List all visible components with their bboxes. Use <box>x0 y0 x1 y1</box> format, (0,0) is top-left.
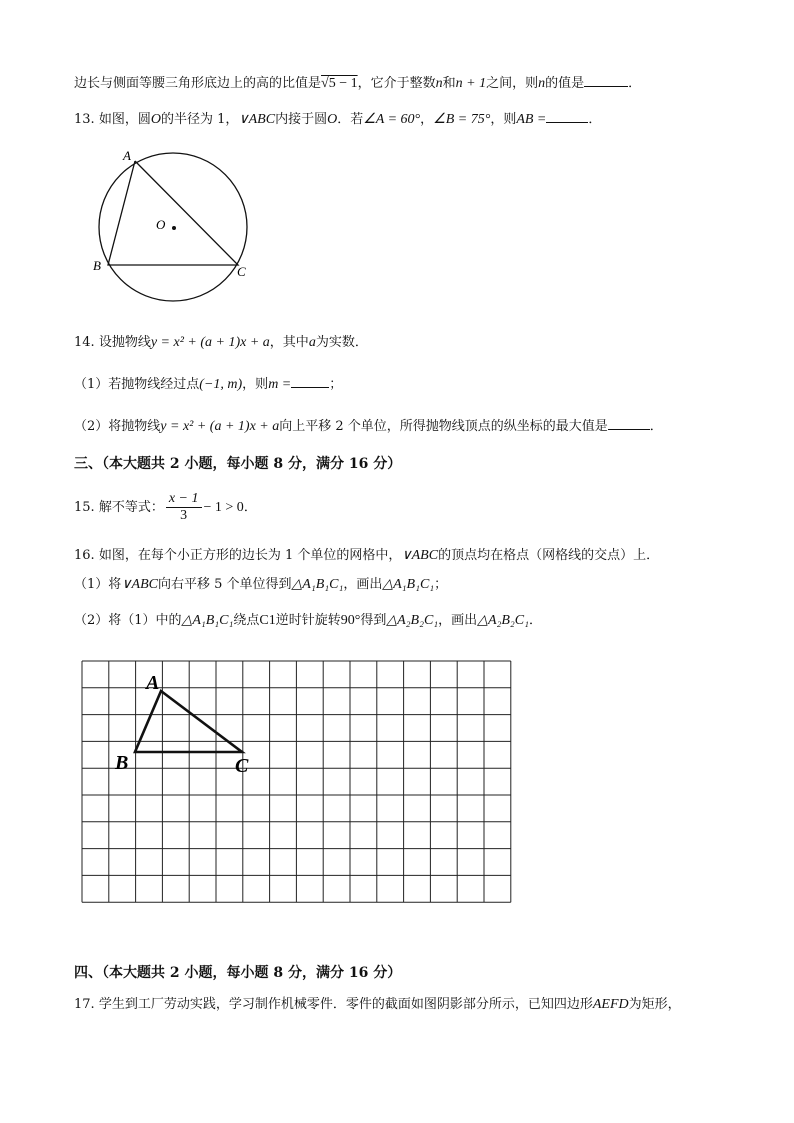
rectangle-AEFD: AEFD <box>592 997 629 1012</box>
text: 设抛物线 <box>98 335 151 350</box>
text: 如图，圆 <box>98 112 151 127</box>
label-C: C <box>235 755 249 777</box>
angle-B: ∠B = 75° <box>433 112 491 127</box>
question-number: 13. <box>74 112 95 127</box>
inequality-rest: − 1 > 0 <box>203 500 244 515</box>
text: ． <box>628 76 642 91</box>
question-15 <box>74 490 257 526</box>
parabola-equation: y = x² + (a + 1)x + a <box>150 335 270 350</box>
point-C1: C1 <box>259 613 276 628</box>
text: ， <box>420 112 434 127</box>
question-13 <box>74 110 601 129</box>
text: 逆时针旋转 <box>275 613 341 628</box>
triangle-A1B1C1: △A₁B₁C₁ <box>181 613 234 628</box>
angle-90: 90° <box>340 613 361 628</box>
question-number: 17. <box>74 997 95 1012</box>
triangle-A2B2C1: △A₂B₂C₁ <box>386 613 439 628</box>
triangle-ABC: ∨ABC <box>401 548 439 563</box>
triangle-A1B1C1: △A₁B₁C₁ <box>382 577 435 592</box>
question-number: 14. <box>74 335 95 350</box>
question-16-part-2 <box>74 612 542 630</box>
text: 的值是 <box>545 76 585 91</box>
text: （2）将抛物线 <box>74 419 161 434</box>
text: ； <box>434 577 448 592</box>
var-n: n <box>435 76 443 91</box>
label-A: A <box>123 148 131 163</box>
text: ，则 <box>490 112 517 127</box>
text: 学生到工厂劳动实践，学习制作机械零件．零件的截面如图阴影部分所示，已知四边形 <box>98 997 593 1012</box>
text: 解不等式： <box>98 500 164 515</box>
label-O: O <box>156 217 166 232</box>
angle-A: ∠A = 60° <box>363 112 421 127</box>
point: (−1, m) <box>199 377 243 392</box>
triangle-A2B2C1: △A₂B₂C₁ <box>477 613 529 628</box>
sqrt-expression: √5 − 1 <box>321 76 358 91</box>
question-16-part-1 <box>74 576 447 594</box>
denominator: 3 <box>180 508 188 523</box>
var-O: O <box>327 112 338 127</box>
text: 为实数． <box>315 335 368 350</box>
answer-blank[interactable] <box>584 74 628 87</box>
section-heading: 四、（本大题共 2 小题，每小题 8 分，满分 16 分） <box>74 965 402 981</box>
text: ． <box>529 613 543 628</box>
grid-lines <box>82 661 511 902</box>
text: 边长与侧面等腰三角形底边上的高的比值是 <box>74 76 322 91</box>
triangle-ABC: ∨ABC <box>238 112 276 127</box>
text: 向上平移 2 个单位，所得抛物线顶点的纵坐标的最大值是 <box>279 419 608 434</box>
text: （2）将（1）中的 <box>74 613 182 628</box>
var-a: a <box>308 335 316 350</box>
text: 的半径为 1， <box>160 112 239 127</box>
fraction <box>166 491 202 524</box>
center-point <box>172 226 176 230</box>
question-16 <box>74 547 659 565</box>
var-O: O <box>150 112 161 127</box>
text: ．若 <box>337 112 364 127</box>
grid-figure <box>78 656 518 946</box>
text: ，其中 <box>269 335 309 350</box>
text: （1）将 <box>74 577 122 592</box>
text: 之间，则 <box>486 76 539 91</box>
var-n-plus-1: n + 1 <box>455 76 487 91</box>
var-m: m = <box>268 377 292 392</box>
text: 的顶点均在格点（网格线的交点）上． <box>438 548 660 563</box>
answer-blank[interactable] <box>608 417 650 430</box>
text: ，它介于整数 <box>357 76 436 91</box>
parabola-equation: y = x² + (a + 1)x + a <box>160 419 280 434</box>
triangle-ABC <box>108 161 238 265</box>
text: 内接于圆 <box>275 112 328 127</box>
triangle-ABC: ∨ABC <box>121 577 158 592</box>
text: ，画出 <box>343 577 383 592</box>
question-14-part-2 <box>74 417 663 436</box>
question-17 <box>74 996 681 1014</box>
continuation-line <box>74 74 641 93</box>
triangle-ABC <box>135 691 242 752</box>
text: （1）若抛物线经过点 <box>74 377 200 392</box>
text: ，则 <box>242 377 269 392</box>
text: ． <box>588 112 602 127</box>
question-14-part-1 <box>74 375 342 394</box>
text: 为矩形， <box>628 997 681 1012</box>
triangle-A1B1C1: △A₁B₁C₁ <box>291 577 344 592</box>
label-B: B <box>93 258 101 273</box>
question-number: 16. <box>74 548 95 563</box>
text: ； <box>329 377 343 392</box>
text: ，画出 <box>438 613 478 628</box>
label-B: B <box>115 752 129 774</box>
text: ． <box>243 500 257 515</box>
answer-blank[interactable] <box>546 110 588 123</box>
question-14 <box>74 334 368 352</box>
circle-triangle-figure <box>92 144 262 314</box>
text: 如图，在每个小正方形的边长为 1 个单位的网格中， <box>98 548 402 563</box>
section-heading: 三、（本大题共 2 小题，每小题 8 分，满分 16 分） <box>74 456 402 472</box>
question-number: 15. <box>74 500 95 515</box>
numerator: x − 1 <box>166 491 202 508</box>
var-n: n <box>538 76 546 91</box>
segment-AB: AB = <box>516 112 547 127</box>
text: 向右平移 5 个单位得到 <box>157 577 292 592</box>
text: 得到 <box>360 613 387 628</box>
text: 和 <box>442 76 456 91</box>
text: 绕点 <box>233 613 260 628</box>
answer-blank[interactable] <box>291 375 329 388</box>
label-A: A <box>146 672 160 694</box>
text: ． <box>649 419 663 434</box>
label-C: C <box>237 264 246 279</box>
